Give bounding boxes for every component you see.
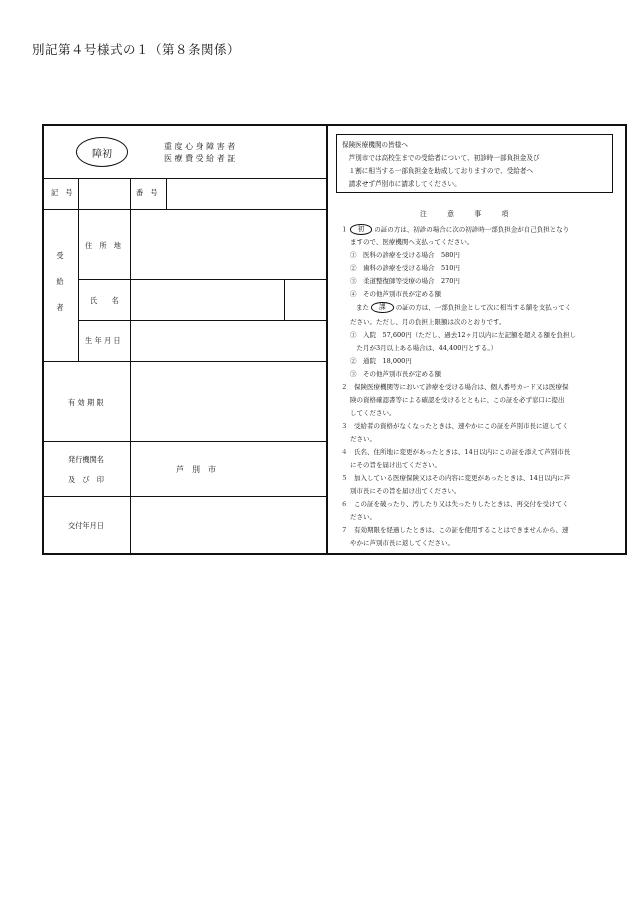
address-label: 住 所 地 xyxy=(85,241,121,250)
mata-text: また xyxy=(356,303,369,312)
notice-line: ださい。 xyxy=(350,513,376,521)
form-title: 別記第４号様式の１（第８条関係） xyxy=(32,42,241,57)
sho-oval: 初 xyxy=(350,224,373,235)
notice-line: 険の資格確認書等による確認を受けるとともに、この証を必ず窓口に提出 xyxy=(350,396,565,404)
certificate-back xyxy=(328,124,627,555)
notice-line: ２ 保険医療機関等において診療を受ける場合は、個人番号カード又は医療保 xyxy=(341,383,569,391)
divider xyxy=(130,361,131,555)
divider xyxy=(78,209,79,361)
notice-line: ① 入院 57,600円（ただし、過去12ヶ月以内に左記額を超える額を負担し xyxy=(350,331,577,339)
divider xyxy=(284,279,285,320)
item-text: の証の方は、一部負担金として次に相当する額を支払ってく xyxy=(395,303,572,312)
kigo-label: 記 号 xyxy=(51,188,73,197)
notice-line: ３ 受給者の資格がなくなったときは、速やかにこの証を芦別市長に返してく xyxy=(341,422,569,430)
item-number: １ xyxy=(341,225,348,234)
notice-box-line: 保険医療機関の皆様へ xyxy=(342,141,408,149)
notice-line: ② 歯科の診療を受ける場合 510円 xyxy=(350,264,460,272)
bango-label: 番 号 xyxy=(136,188,158,197)
name-label: 氏 名 xyxy=(90,296,119,305)
notice-line: ② 通院 18,000円 xyxy=(350,357,412,365)
jukyusha-char-1: 受 xyxy=(56,251,64,260)
notice-line: ③ 柔道整復師等受療の場合 270円 xyxy=(350,277,460,285)
notice-line: た月が3月以上ある場合は、44,400円とする。） xyxy=(350,344,498,352)
issuer-value: 芦 別 市 xyxy=(176,465,216,474)
item-text: の証の方は、初診の場合に次の初診時一部負担金が自己負担となり xyxy=(374,225,570,234)
notice-line: にその旨を届け出てください。 xyxy=(350,461,441,469)
sai-oval: 課 xyxy=(371,302,394,313)
notice-line: ６ この証を破ったり、汚したり又は失ったりしたときは、再交付を受けてく xyxy=(341,500,569,508)
notice-line: 別市長にその旨を届け出てください。 xyxy=(350,487,461,495)
validity-label: 有 効 期 限 xyxy=(68,398,104,407)
divider xyxy=(44,496,326,497)
notice-box-line: 芦別市では高校生までの受給者について、初診時一部負担金及び xyxy=(342,154,540,162)
divider xyxy=(44,361,326,362)
notice-line: ④ その他芦別市長が定める額 xyxy=(350,290,441,298)
divider xyxy=(78,178,79,209)
notice-box xyxy=(336,134,613,193)
notice-line: ５ 加入している医療保険又はその内容に変更があったときは、14日以内に芦 xyxy=(341,474,571,482)
notice-item-1 xyxy=(341,224,569,235)
notice-heading: 注 意 事 項 xyxy=(420,210,509,218)
card-title-line2: 医 療 費 受 給 者 証 xyxy=(164,154,236,163)
notice-line: してください。 xyxy=(350,409,396,417)
notice-line: ださい。 xyxy=(350,435,376,443)
divider xyxy=(166,178,167,209)
birthdate-label: 生 年 月 日 xyxy=(85,336,121,345)
notice-line: ③ その他芦別市長が定める額 xyxy=(350,370,441,378)
notice-line: ７ 有効期限を経過したときは、この証を使用することはできませんから、速 xyxy=(341,526,569,534)
divider xyxy=(44,441,326,442)
issuer-label-2: 及 び 印 xyxy=(68,475,104,484)
notice-line: ますので、医療機関へ支払ってください。 xyxy=(350,238,474,246)
divider xyxy=(44,178,326,179)
divider xyxy=(130,178,131,209)
notice-box-line: １割に相当する一部負担金を助成しておりますので、受給者へ xyxy=(342,167,534,175)
divider xyxy=(78,320,326,321)
issuer-label-1: 発行機関名 xyxy=(68,455,104,464)
type-oval: 障初 xyxy=(76,137,128,167)
issue-date-label: 交付年月日 xyxy=(68,521,104,530)
divider xyxy=(78,279,326,280)
notice-line: ４ 氏名、住所地に変更があったときは、14日以内にこの証を添えて芦別市長 xyxy=(341,448,571,456)
notice-line xyxy=(356,302,571,313)
divider xyxy=(44,209,326,210)
jukyusha-char-2: 給 xyxy=(56,277,64,286)
notice-line: ださい。ただし、月の負担上限額は次のとおりです。 xyxy=(350,318,506,326)
notice-line: ① 医科の診療を受ける場合 580円 xyxy=(350,251,460,259)
notice-line: やかに芦別市長に返してください。 xyxy=(350,539,454,547)
divider xyxy=(130,209,131,361)
card-title-line1: 重 度 心 身 障 害 者 xyxy=(164,142,236,151)
jukyusha-char-3: 者 xyxy=(56,303,64,312)
certificate-front xyxy=(42,124,328,555)
notice-box-line: 請求せず芦別市に請求してください。 xyxy=(342,180,461,188)
